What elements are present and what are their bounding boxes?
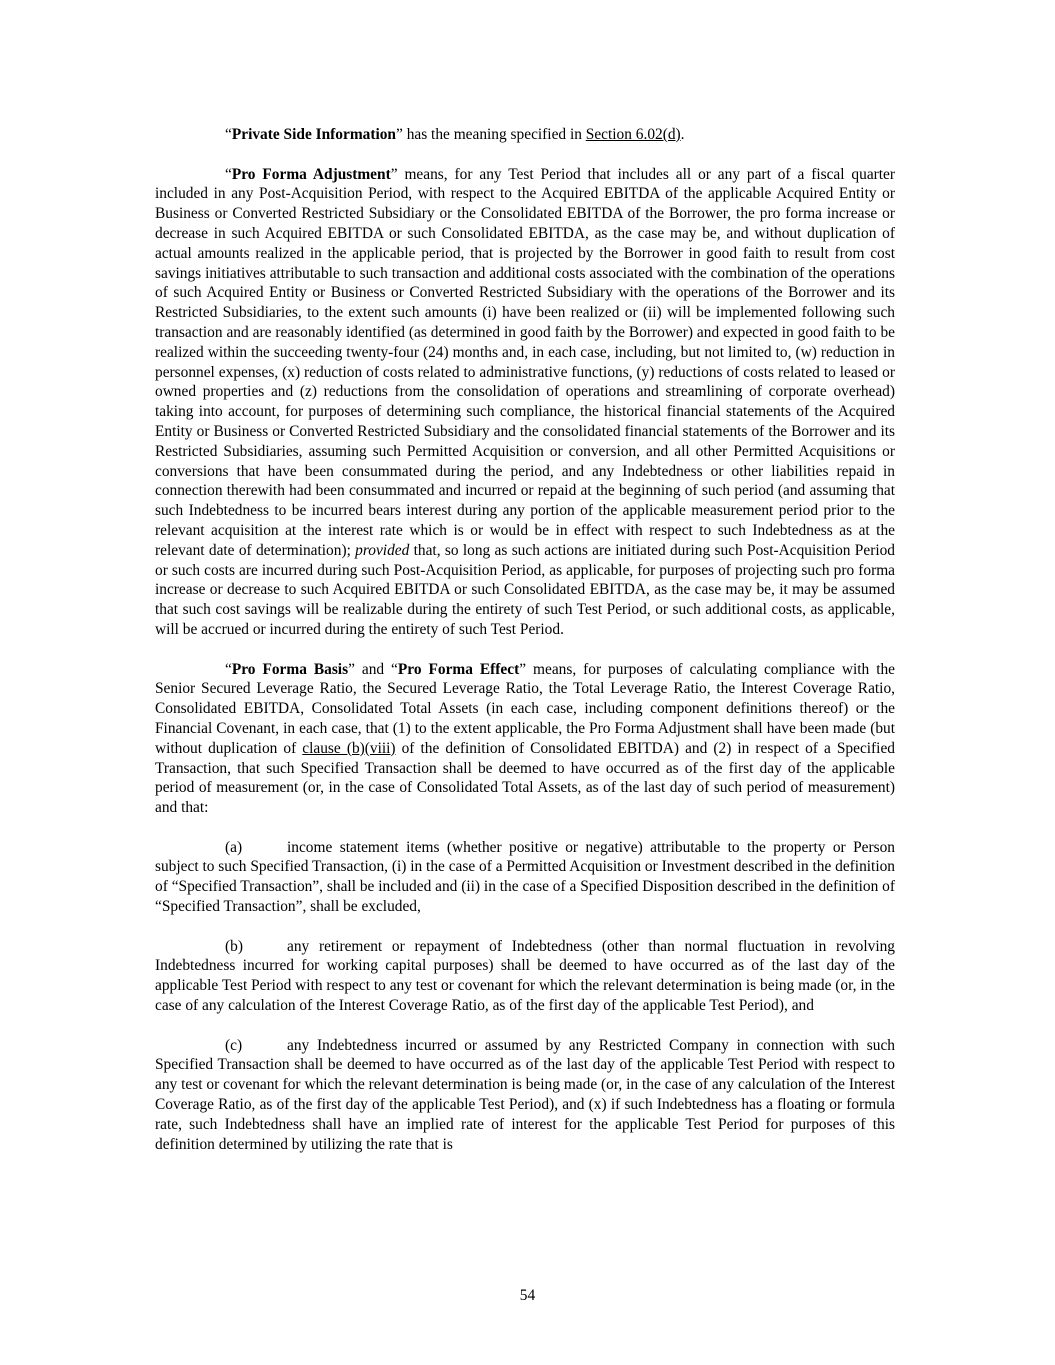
definition-text: has the meaning specified in — [402, 126, 586, 143]
definition-text: . — [680, 126, 685, 143]
defined-term: Private Side Information — [231, 126, 396, 143]
clause-label: (a) — [225, 838, 243, 856]
italic-term: provided — [355, 541, 410, 559]
clause-label: (c) — [225, 1036, 243, 1054]
clause-b — [155, 937, 895, 1016]
clause-label: (b) — [225, 937, 243, 955]
defined-term: Pro Forma Basis — [231, 660, 349, 678]
quote-separator: ” and “ — [348, 660, 398, 678]
definition-text: means, for any Test Period that includes all or any part of a fiscal quarter included in any Post-Acquisition Period, with respect to the Acquired EBITDA of the applicable Acquired Entity or Business or Converted Restricted Subsidiary or the Consolidated EBITDA of the Borrower, the pro forma increase or decrease in such Acquired EBITDA or such Consolidated EBITDA, as the case may be, and without duplication of actual amounts realized in the applicable period, that is projected by the Borrower in good faith to result from cost savings initiatives attributable to such transaction and additional costs associated with the combination of the operations of such Acquired Entity or Business or Converted Restricted Subsidiary with the operations of the Borrower and its Restricted Subsidiaries, to the extent such amounts (i) have been realized or (ii) will be implemented following such transaction and are reasonably identified (as determined in good faith by the Borrower) and expected in good faith to be realized within the succeeding twenty-four (24) months and, in each case, including, but not limited to, (w) reduction in personnel expenses, (x) reduction of costs related to administrative functions, (y) reductions of costs related to leased or owned properties and (z) reductions from the consolidation of operations and streamlining of corporate overhead) taking into account, for purposes of determining such compliance, the historical financial statements of the Acquired Entity or Business or Converted Restricted Subsidiary and the consolidated financial statements of the Borrower and its Restricted Subsidiaries, assuming such Permitted Acquisition or conversion, and all other Permitted Acquisitions or conversions that have been consummated during the period, and any Indebtedness or other liabilities repaid in connection therewith had been consummated and incurred or repaid at the beginning of such period (and assuming that such Indebtedness to be incurred bears interest during any portion of the applicable measurement period prior to the relevant acquisition at the interest rate which is or would be in effect with respect to such Indebtedness as at the relevant date of determination); — [155, 165, 896, 559]
close-quote: ” — [396, 126, 403, 143]
definition-private-side-information — [155, 125, 895, 145]
clause-a — [155, 838, 895, 917]
section-reference-link[interactable]: Section 6.02(d) — [585, 126, 681, 143]
definition-text: that, so long as such actions are initiated during such Post-Acquisition Period or such costs are incurred during such Post-Acquisition Period, as applicable, for purposes of projecting such pro forma increase or decrease to such Acquired EBITDA or such Consolidated EBITDA, as the case may be, it may be assumed that such cost savings will be realizable during the entirety of such Test Period, or such additional costs, as applicable, will be accrued or incurred during the entirety of such Test Period. — [155, 541, 895, 638]
definition-pro-forma-adjustment — [155, 165, 895, 640]
open-quote: “ — [225, 165, 232, 183]
clause-reference-link[interactable]: clause (b)(viii) — [302, 739, 396, 757]
clause-c — [155, 1036, 895, 1155]
clause-text: any Indebtedness incurred or assumed by any Restricted Company in connection with such Specified Transaction shall be deemed to have occurred as of the last day of the applicable Test Period with respect to any test or covenant for which the relevant determination is being made (or, in the case of any calculation of the Interest Coverage Ratio, as of the first day of the applicable Test Period), and (x) if such Indebtedness has a floating or formula rate, such Indebtedness shall have an implied rate of interest for the applicable Test Period for purposes of this definition determined by utilizing the rate that is — [155, 1036, 895, 1153]
clause-text: any retirement or repayment of Indebtedness (other than normal fluctuation in revolving Indebtedness incurred for working capital purposes) shall be deemed to have occurred as of the last day of the applicable Test Period with respect to any test or covenant for which the relevant determination is being made (or, in the case of any calculation of the Interest Coverage Ratio, as of the first day of the applicable Test Period), and — [155, 937, 895, 1015]
open-quote: “ — [225, 660, 232, 678]
definition-text: means, for purposes of calculating compliance with the Senior Secured Leverage Ratio, the Secured Leverage Ratio, the Total Leverage Ratio, the Interest Coverage Ratio, Consolidated EBITDA, Consolidated Total Assets (in each case, including component definitions thereof) or the Financial Covenant, in each case, that (1) to the extent applicable, the Pro Forma Adjustment shall have been made (but without duplication of — [155, 660, 895, 757]
page-number: 54 — [519, 1287, 536, 1304]
definition-text: of the definition of Consolidated EBITDA) and (2) in respect of a Specified Transaction, that such Specified Transaction shall be deemed to have occurred as of the first day of the applicable period of measurement (or, in the case of Consolidated Total Assets, as of the last day of such period of measurement) and that: — [155, 739, 895, 817]
clause-text: income statement items (whether positive or negative) attributable to the property or Person subject to such Specified Transaction, (i) in the case of a Permitted Acquisition or Investment described in the definition of “Specified Transaction”, shall be included and (ii) in the case of a Specified Disposition described in the definition of “Specified Transaction”, shall be excluded, — [155, 838, 895, 916]
document-page — [155, 125, 895, 1174]
open-quote: “ — [225, 126, 232, 143]
close-quote: ” — [519, 660, 527, 678]
close-quote: ” — [390, 165, 398, 183]
defined-term: Pro Forma Effect — [397, 660, 520, 678]
defined-term: Pro Forma Adjustment — [231, 165, 391, 183]
definition-pro-forma-basis — [155, 660, 895, 818]
